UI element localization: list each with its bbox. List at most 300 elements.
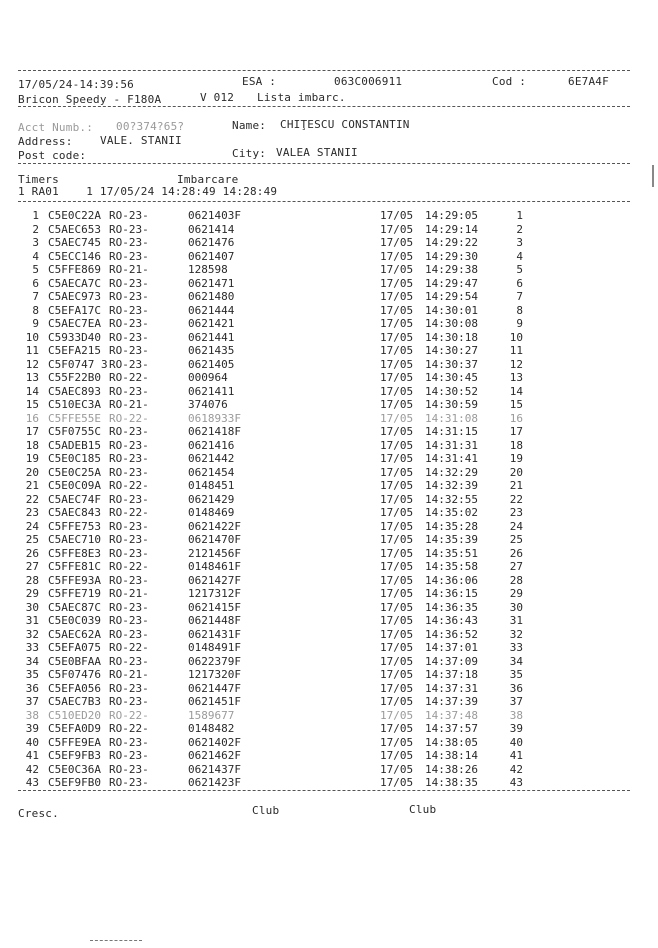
entry-rank: 25: [509, 533, 523, 546]
entry-number: 128598: [188, 263, 228, 276]
entry-time: 14:35:39: [425, 533, 478, 546]
address-label: Address:: [18, 135, 73, 148]
entry-idx: 8: [32, 303, 39, 317]
entry-number: 0621470F: [188, 533, 241, 546]
entry-rank: 39: [509, 722, 523, 735]
entry-time: 14:30:27: [425, 344, 478, 357]
entry-rank: 34: [509, 654, 523, 668]
club-label-1: Club: [252, 804, 280, 817]
entry-time: 14:35:28: [425, 519, 478, 533]
entry-time: 14:29:47: [425, 276, 478, 290]
entry-ring: C5F0755C: [48, 425, 101, 438]
entry-date: 17/05: [380, 587, 414, 600]
entry-number: 1217320F: [188, 668, 241, 681]
entry-rank: 15: [509, 398, 523, 411]
entry-time: 14:37:57: [425, 722, 478, 735]
entry-time: 14:32:39: [425, 479, 478, 492]
list-item: [0, 224, 658, 236]
entry-date: 17/05: [380, 546, 414, 560]
entry-idx: 9: [32, 317, 39, 330]
entry-prefix: RO-23-: [109, 357, 149, 371]
entry-idx: 10: [25, 330, 39, 344]
entry-rank: 18: [509, 438, 523, 452]
entry-number: 0621414: [188, 222, 235, 236]
entry-prefix: RO-23-: [109, 465, 149, 479]
entry-idx: 20: [25, 465, 39, 479]
entry-number: 0621431F: [188, 627, 241, 641]
entry-idx: 40: [25, 735, 39, 749]
entry-rank: 4: [516, 249, 523, 263]
entry-prefix: RO-22-: [109, 560, 149, 573]
entry-time: 14:31:15: [425, 425, 478, 438]
club-label-2: Club: [409, 803, 437, 816]
entry-rank: 24: [509, 519, 523, 533]
entry-time: 14:37:48: [425, 708, 478, 722]
list-item: [0, 494, 658, 506]
list-item: [0, 318, 658, 330]
entry-rank: 17: [509, 425, 523, 438]
separator: [18, 790, 630, 791]
entry-number: 0621416: [188, 438, 235, 452]
entry-ring: C5AEC7B3: [48, 695, 101, 708]
entry-prefix: RO-23-: [109, 735, 149, 749]
list-item: [0, 237, 658, 249]
entry-prefix: RO-22-: [109, 411, 149, 425]
separator: [18, 70, 630, 71]
entry-prefix: RO-23-: [109, 209, 149, 222]
entry-idx: 17: [25, 425, 39, 438]
entry-prefix: RO-23-: [109, 519, 149, 533]
entry-rank: 36: [509, 681, 523, 695]
entry-number: 0621454: [188, 465, 235, 479]
list-item: [0, 372, 658, 384]
entry-date: 17/05: [380, 654, 414, 668]
entry-rank: 33: [509, 641, 523, 654]
entry-ring: C5FFE8E3: [48, 546, 101, 560]
entry-number: 0148482: [188, 722, 235, 735]
entry-idx: 23: [25, 506, 39, 519]
entry-rank: 26: [509, 546, 523, 560]
entry-number: 0621442: [188, 452, 235, 465]
entry-date: 17/05: [380, 222, 414, 236]
list-item: [0, 426, 658, 438]
list-item: [0, 278, 658, 290]
entry-prefix: RO-23-: [109, 276, 149, 290]
entry-rank: 13: [509, 371, 523, 384]
entry-number: 0621448F: [188, 614, 241, 627]
imbarcare-label: Imbarcare: [177, 173, 239, 186]
entry-number: 0621476: [188, 236, 235, 249]
entry-idx: 7: [32, 290, 39, 303]
entry-prefix: RO-22-: [109, 641, 149, 654]
entry-idx: 31: [25, 614, 39, 627]
entry-ring: C5E0C22A: [48, 209, 101, 222]
account-label: Acct Numb.:: [18, 121, 94, 134]
entry-idx: 37: [25, 695, 39, 708]
entry-idx: 16: [25, 411, 39, 425]
entry-ring: C5E0C25A: [48, 465, 101, 479]
entry-rank: 12: [509, 357, 523, 371]
entry-number: 1589677: [188, 708, 235, 722]
list-item: [0, 656, 658, 668]
entry-number: 0621462F: [188, 749, 241, 762]
entry-number: 0148461F: [188, 560, 241, 573]
entry-prefix: RO-23-: [109, 344, 149, 357]
entry-idx: 12: [25, 357, 39, 371]
device-name: Bricon Speedy - F180A: [18, 93, 162, 106]
entry-date: 17/05: [380, 776, 414, 789]
entry-ring: C5FFE9EA: [48, 735, 101, 749]
entry-time: 14:29:22: [425, 236, 478, 249]
entry-time: 14:29:14: [425, 222, 478, 236]
entry-rank: 42: [509, 762, 523, 776]
entry-time: 14:38:05: [425, 735, 478, 749]
entry-idx: 39: [25, 722, 39, 735]
entry-number: 0621421: [188, 317, 235, 330]
entry-prefix: RO-23-: [109, 681, 149, 695]
entry-prefix: RO-21-: [109, 668, 149, 681]
entry-rank: 37: [509, 695, 523, 708]
entry-prefix: RO-23-: [109, 654, 149, 668]
entry-ring: C5AEC843: [48, 506, 101, 519]
name-value: CHIŢESCU CONSTANTIN: [280, 118, 410, 131]
entry-rank: 16: [509, 411, 523, 425]
entry-date: 17/05: [380, 411, 414, 425]
entry-idx: 29: [25, 587, 39, 600]
entry-idx: 34: [25, 654, 39, 668]
entry-ring: C5ADEB15: [48, 438, 101, 452]
entry-prefix: RO-23-: [109, 776, 149, 789]
entry-ring: C5ECC146: [48, 249, 101, 263]
entry-time: 14:29:38: [425, 263, 478, 276]
entry-idx: 42: [25, 762, 39, 776]
entry-ring: C5AEC973: [48, 290, 101, 303]
entry-prefix: RO-23-: [109, 330, 149, 344]
entry-rank: 19: [509, 452, 523, 465]
entry-prefix: RO-21-: [109, 263, 149, 276]
entry-prefix: RO-23-: [109, 317, 149, 330]
list-item: [0, 588, 658, 600]
entry-number: 0621480: [188, 290, 235, 303]
entry-idx: 4: [32, 249, 39, 263]
entry-date: 17/05: [380, 533, 414, 546]
entry-idx: 33: [25, 641, 39, 654]
separator: [18, 201, 630, 202]
entry-rank: 21: [509, 479, 523, 492]
entry-prefix: RO-23-: [109, 600, 149, 614]
entry-rank: 27: [509, 560, 523, 573]
list-item: [0, 453, 658, 465]
timer-row: 1 RA01 1 17/05/24 14:28:49 14:28:49: [18, 185, 278, 198]
entry-prefix: RO-22-: [109, 506, 149, 519]
entry-rank: 6: [516, 276, 523, 290]
entry-ring: C5E0C09A: [48, 479, 101, 492]
entry-date: 17/05: [380, 695, 414, 708]
entry-ring: C5EF9FB3: [48, 749, 101, 762]
entry-time: 14:31:41: [425, 452, 478, 465]
entry-ring: C5AEC893: [48, 384, 101, 398]
entry-idx: 25: [25, 533, 39, 546]
entry-time: 14:38:26: [425, 762, 478, 776]
print-datetime: 17/05/24-14:39:56: [18, 78, 134, 91]
entry-number: 0621429: [188, 492, 235, 506]
entry-date: 17/05: [380, 465, 414, 479]
entry-time: 14:38:35: [425, 776, 478, 789]
list-item: [0, 467, 658, 479]
entry-number: 0621444: [188, 303, 235, 317]
entry-rank: 28: [509, 573, 523, 587]
list-item: [0, 683, 658, 695]
entry-number: 0622379F: [188, 654, 241, 668]
list-item: [0, 534, 658, 546]
entry-ring: C5FFE719: [48, 587, 101, 600]
address-value: VALE. STANII: [100, 134, 182, 147]
separator: [18, 106, 630, 107]
entry-idx: 26: [25, 546, 39, 560]
list-item: [0, 359, 658, 371]
entry-idx: 43: [25, 776, 39, 789]
entry-prefix: RO-23-: [109, 492, 149, 506]
entry-rank: 29: [509, 587, 523, 600]
entry-idx: 30: [25, 600, 39, 614]
entry-prefix: RO-23-: [109, 573, 149, 587]
entry-prefix: RO-22-: [109, 371, 149, 384]
entry-ring: C5EFA075: [48, 641, 101, 654]
name-label: Name:: [232, 119, 267, 132]
entry-number: 0621427F: [188, 573, 241, 587]
list-item: [0, 602, 658, 614]
postcode-label: Post code:: [18, 149, 87, 162]
entry-date: 17/05: [380, 384, 414, 398]
entry-time: 14:29:54: [425, 290, 478, 303]
list-item: [0, 210, 658, 222]
entry-date: 17/05: [380, 749, 414, 762]
list-item: [0, 440, 658, 452]
entry-time: 14:37:31: [425, 681, 478, 695]
entry-idx: 41: [25, 749, 39, 762]
entry-rank: 41: [509, 749, 523, 762]
entry-number: 0621411: [188, 384, 235, 398]
entry-prefix: RO-23-: [109, 425, 149, 438]
entry-date: 17/05: [380, 722, 414, 735]
entry-date: 17/05: [380, 209, 414, 222]
entry-rank: 40: [509, 735, 523, 749]
entry-idx: 13: [25, 371, 39, 384]
list-item: [0, 723, 658, 735]
account-value: 00?374?65?: [116, 120, 185, 133]
entry-date: 17/05: [380, 276, 414, 290]
entry-date: 17/05: [380, 614, 414, 627]
entry-number: 0621447F: [188, 681, 241, 695]
entry-time: 14:31:31: [425, 438, 478, 452]
entry-prefix: RO-23-: [109, 236, 149, 249]
entry-date: 17/05: [380, 641, 414, 654]
entry-date: 17/05: [380, 303, 414, 317]
entry-time: 14:38:14: [425, 749, 478, 762]
entry-date: 17/05: [380, 735, 414, 749]
list-item: [0, 386, 658, 398]
entry-ring: C510EC3A: [48, 398, 101, 411]
entry-number: 0621415F: [188, 600, 241, 614]
city-label: City:: [232, 147, 267, 160]
entry-time: 14:30:52: [425, 384, 478, 398]
entry-date: 17/05: [380, 398, 414, 411]
entry-time: 14:30:59: [425, 398, 478, 411]
entry-prefix: RO-23-: [109, 614, 149, 627]
entry-idx: 35: [25, 668, 39, 681]
list-item: [0, 345, 658, 357]
entry-rank: 31: [509, 614, 523, 627]
entry-number: 0148451: [188, 479, 235, 492]
entry-number: 0621437F: [188, 762, 241, 776]
entry-time: 14:32:29: [425, 465, 478, 479]
entry-number: 374076: [188, 398, 228, 411]
list-title: Lista imbarc.: [257, 91, 346, 104]
entry-ring: C5AEC653: [48, 222, 101, 236]
list-item: [0, 575, 658, 587]
separator: [18, 163, 630, 164]
entry-ring: C5EFA056: [48, 681, 101, 695]
entry-ring: C5AEC710: [48, 533, 101, 546]
entry-date: 17/05: [380, 560, 414, 573]
list-item: [0, 521, 658, 533]
list-item: [0, 332, 658, 344]
entry-idx: 21: [25, 479, 39, 492]
entry-rank: 35: [509, 668, 523, 681]
entry-prefix: RO-23-: [109, 762, 149, 776]
entry-ring: C5FFE81C: [48, 560, 101, 573]
entry-ring: C5FFE869: [48, 263, 101, 276]
entry-rank: 30: [509, 600, 523, 614]
entry-time: 14:31:08: [425, 411, 478, 425]
entry-prefix: RO-23-: [109, 222, 149, 236]
entry-date: 17/05: [380, 479, 414, 492]
entry-prefix: RO-23-: [109, 627, 149, 641]
list-item: [0, 251, 658, 263]
entry-rank: 10: [509, 330, 523, 344]
entry-time: 14:37:18: [425, 668, 478, 681]
entry-time: 14:37:39: [425, 695, 478, 708]
entry-ring: C55F22B0: [48, 371, 101, 384]
entry-number: 0621403F: [188, 209, 241, 222]
entry-prefix: RO-22-: [109, 479, 149, 492]
entry-ring: C5E0C039: [48, 614, 101, 627]
entry-number: 0621418F: [188, 425, 241, 438]
entry-time: 14:32:55: [425, 492, 478, 506]
entry-rank: 14: [509, 384, 523, 398]
entry-ring: C5AECA7C: [48, 276, 101, 290]
entry-date: 17/05: [380, 519, 414, 533]
entry-prefix: RO-23-: [109, 749, 149, 762]
entry-idx: 15: [25, 398, 39, 411]
entry-date: 17/05: [380, 263, 414, 276]
entry-idx: 24: [25, 519, 39, 533]
entry-ring: C5AEC62A: [48, 627, 101, 641]
entry-date: 17/05: [380, 425, 414, 438]
entry-ring: C5F07476: [48, 668, 101, 681]
list-item: [0, 777, 658, 789]
entry-idx: 19: [25, 452, 39, 465]
cresc-label: Cresc.: [18, 807, 59, 820]
entry-number: 0621471: [188, 276, 235, 290]
entry-date: 17/05: [380, 290, 414, 303]
entry-time: 14:36:35: [425, 600, 478, 614]
entry-date: 17/05: [380, 600, 414, 614]
entry-rank: 1: [516, 209, 523, 222]
entry-ring: C5FFE753: [48, 519, 101, 533]
entry-number: 0621422F: [188, 519, 241, 533]
entry-number: 0618933F: [188, 411, 241, 425]
entry-idx: 27: [25, 560, 39, 573]
entry-time: 14:30:45: [425, 371, 478, 384]
entry-ring: C5EFA0D9: [48, 722, 101, 735]
entry-prefix: RO-23-: [109, 452, 149, 465]
list-item: [0, 480, 658, 492]
entry-date: 17/05: [380, 330, 414, 344]
footer-mark: [90, 940, 142, 941]
margin-mark: [652, 165, 654, 187]
entry-rank: 43: [509, 776, 523, 789]
entry-number: 0621451F: [188, 695, 241, 708]
entry-prefix: RO-22-: [109, 708, 149, 722]
entry-idx: 38: [25, 708, 39, 722]
entry-time: 14:30:08: [425, 317, 478, 330]
entry-number: 000964: [188, 371, 228, 384]
entry-date: 17/05: [380, 681, 414, 695]
entry-date: 17/05: [380, 762, 414, 776]
entry-rank: 22: [509, 492, 523, 506]
entry-number: 0148469: [188, 506, 235, 519]
entry-idx: 6: [32, 276, 39, 290]
entry-ring: C5AEC745: [48, 236, 101, 249]
entry-time: 14:35:02: [425, 506, 478, 519]
entry-number: 0621435: [188, 344, 235, 357]
entry-ring: C5E0C36A: [48, 762, 101, 776]
entry-time: 14:37:09: [425, 654, 478, 668]
entry-time: 14:36:15: [425, 587, 478, 600]
entry-date: 17/05: [380, 506, 414, 519]
entry-number: 0148491F: [188, 641, 241, 654]
entry-rank: 8: [516, 303, 523, 317]
entry-idx: 1: [32, 209, 39, 222]
entry-time: 14:36:06: [425, 573, 478, 587]
timers-label: Timers: [18, 173, 59, 186]
entry-time: 14:36:43: [425, 614, 478, 627]
firmware-version: V 012: [200, 91, 235, 104]
entry-idx: 5: [32, 263, 39, 276]
entry-ring: C5E0C185: [48, 452, 101, 465]
entry-date: 17/05: [380, 708, 414, 722]
entry-prefix: RO-23-: [109, 290, 149, 303]
entry-idx: 2: [32, 222, 39, 236]
list-item: [0, 750, 658, 762]
esa-value: 063C006911: [334, 75, 403, 88]
list-item: [0, 764, 658, 776]
entry-date: 17/05: [380, 627, 414, 641]
entry-prefix: RO-23-: [109, 384, 149, 398]
cod-label: Cod :: [492, 75, 527, 88]
entry-idx: 14: [25, 384, 39, 398]
entry-ring: C5EFA215: [48, 344, 101, 357]
entry-idx: 3: [32, 236, 39, 249]
entry-idx: 32: [25, 627, 39, 641]
list-item: [0, 291, 658, 303]
entry-time: 14:35:51: [425, 546, 478, 560]
entry-date: 17/05: [380, 452, 414, 465]
list-item: [0, 642, 658, 654]
entry-number: 0621441: [188, 330, 235, 344]
list-item: [0, 561, 658, 573]
